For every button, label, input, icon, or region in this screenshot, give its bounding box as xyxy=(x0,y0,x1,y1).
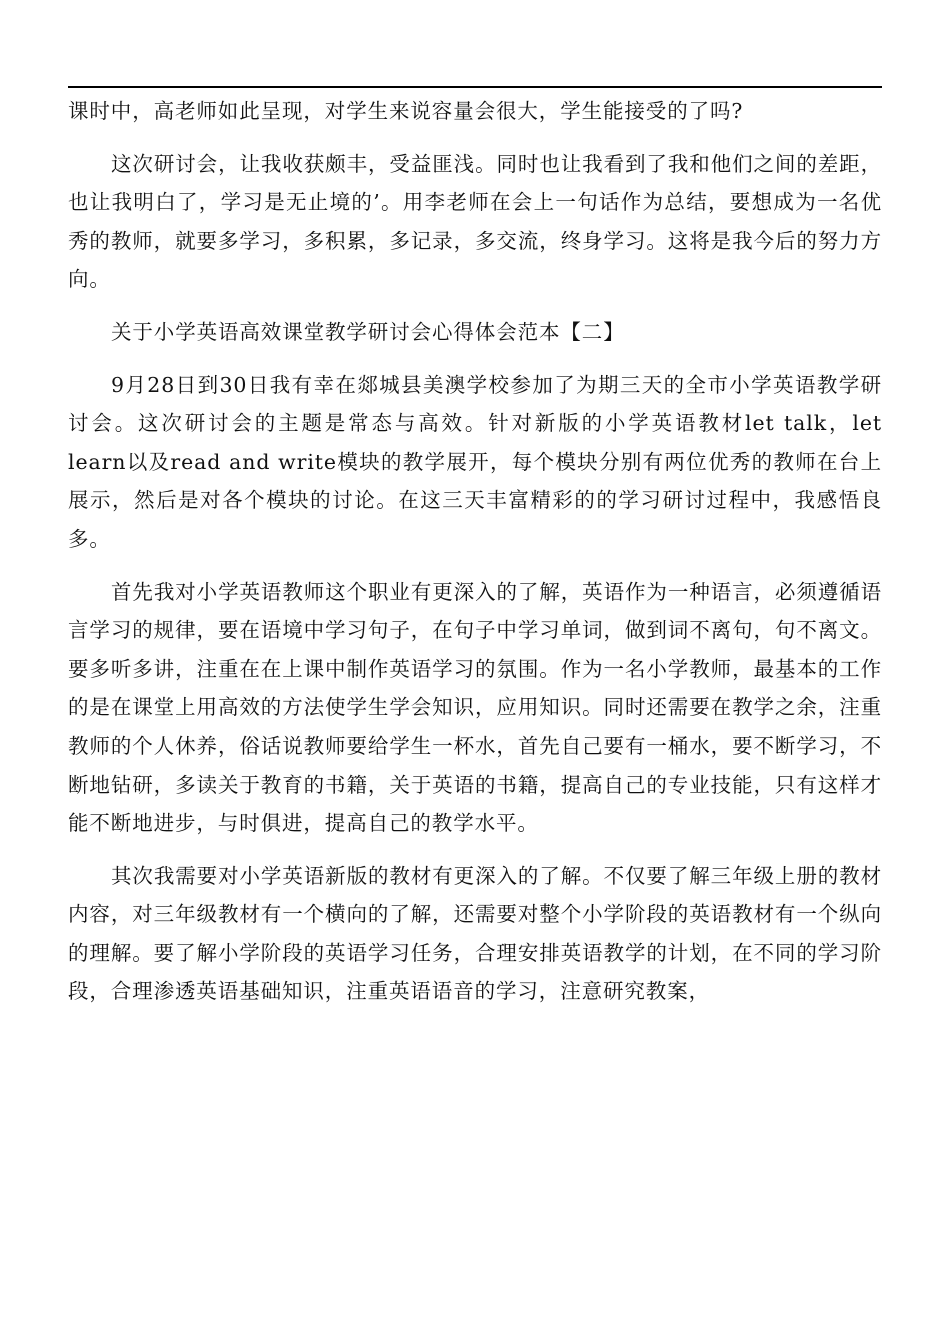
paragraph: 其次我需要对小学英语新版的教材有更深入的了解。不仅要了解三年级上册的教材内容，对三年级教材有一个横向的了解，还需要对整个小学阶段的英语教材有一个纵向的理解。要了解小学阶段的英语学习任务，合理安排英语教学的计划，在不同的学习阶段，合理渗透英语基础知识，注重英语语音的学习，注意研究教案， xyxy=(68,863,882,1004)
paragraph: 课时中，高老师如此呈现，对学生来说容量会很大，学生能接受的了吗? xyxy=(68,99,744,123)
paragraph: 首先我对小学英语教师这个职业有更深入的了解，英语作为一种语言，必须遵循语言学习的规律，要在语境中学习句子，在句子中学习单词，做到词不离句，句不离文。要多听多讲，注重在在上课中制作英语学习的氛围。作为一名小学教师，最基本的工作的是在课堂上用高效的方法使学生学会知识，应用知识。同时还需要在教学之余，注重教师的个人休养，俗话说教师要给学生一杯水，首先自己要有一桶水，要不断学习，不断地钻研，多读关于教育的书籍，关于英语的书籍，提高自己的专业技能，只有这样才能不断地进步，与时俱进，提高自己的教学水平。 xyxy=(68,579,882,836)
paragraph: 9月28日到30日我有幸在郯城县美澳学校参加了为期三天的全市小学英语教学研讨会。这次研讨会的主题是常态与高效。针对新版的小学英语教材let talk，let learn以及read and write模块的教学展开，每个模块分别有两位优秀的教师在台上展示，然后是对各个模块的讨论。在这三天丰富精彩的的学习研讨过程中，我感悟良多。 xyxy=(68,372,882,551)
header-rule xyxy=(68,86,882,88)
section-heading: 关于小学英语高效课堂教学研讨会心得体会范本【二】 xyxy=(111,319,625,344)
document-body xyxy=(68,92,882,1025)
paragraph: 这次研讨会，让我收获颇丰，受益匪浅。同时也让我看到了我和他们之间的差距，也让我明白了，学习是无止境的’。用李老师在会上一句话作为总结，要想成为一名优秀的教师，就要多学习，多积累，多记录，多交流，终身学习。这将是我今后的努力方向。 xyxy=(68,151,882,292)
